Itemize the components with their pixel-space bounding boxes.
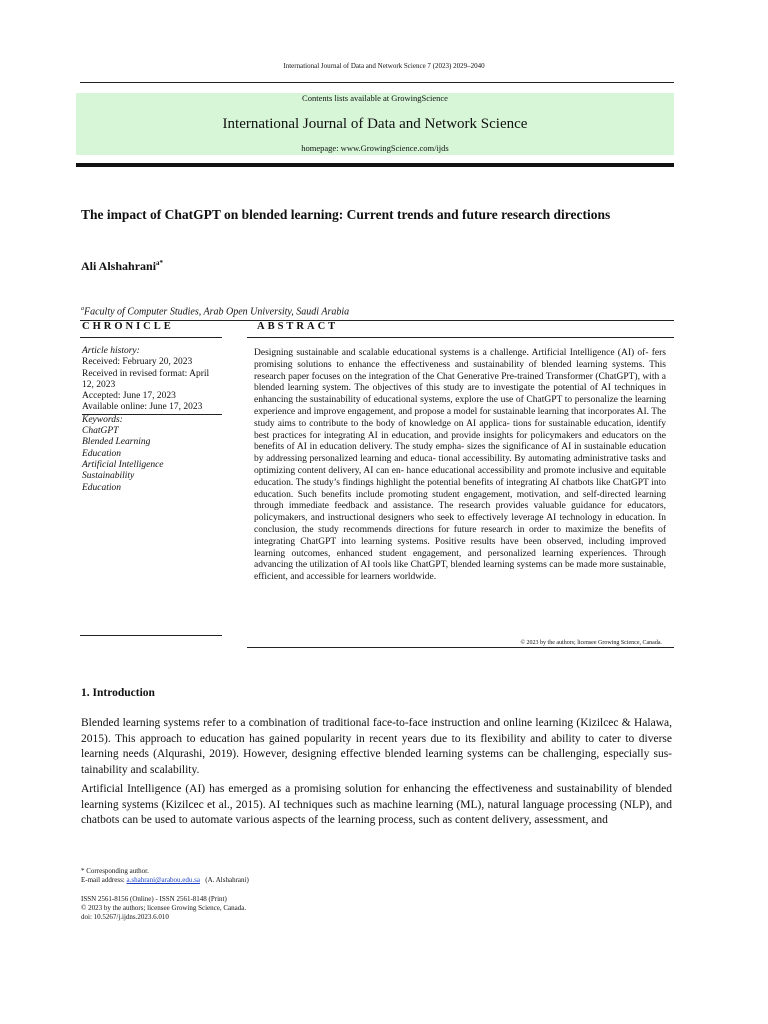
- abstract-bottom-rule: [247, 647, 674, 648]
- accepted-date: Accepted: June 17, 2023: [82, 391, 176, 402]
- journal-banner: [76, 93, 674, 155]
- footer-copyright: © 2023 by the authors; licensee Growing Science, Canada.: [81, 904, 247, 912]
- issn-line: ISSN 2561-8156 (Online) - ISSN 2561-8148 (Print): [81, 895, 227, 903]
- contents-available-text: Contents lists available at GrowingScience: [302, 93, 448, 103]
- online-date: Available online: June 17, 2023: [82, 402, 203, 413]
- email-owner: (A. Alshahrani): [205, 876, 249, 884]
- keywords-label: Keywords:: [82, 414, 123, 425]
- banner-thick-rule: [76, 163, 674, 167]
- article-title: The impact of ChatGPT on blended learning: Current trends and future research directions: [81, 207, 611, 222]
- affiliation: [81, 306, 349, 317]
- affiliation-text: Faculty of Computer Studies, Arab Open University, Saudi Arabia: [84, 306, 350, 318]
- keyword: Education: [82, 448, 122, 459]
- keyword: Blended Learning: [82, 437, 151, 448]
- abstract-body: Designing sustainable and scalable educational systems is a challenge. Artificial Intelligence (AI) of- fers promising solutions to enhance the effectiveness and sustainability of blended learning systems. This research paper focuses on the integration of the Chat Generative Pre-trained Transformer (ChatGPT), with a blended learning system. The objectives of this study are to investigate the potential of AI techniques in enhancing the sustainability of educational systems, explore the use of ChatGPT to personalize the learning experience and improve engagement, and propose a model for sustainable learning that incorporates AI. The study aims to contribute to the body of knowledge on AI applica- tions for sustainable education, identify best practices for integrating AI in education, and provide insights for policymakers and educators on the benefits of AI in education delivery. The study empha- sizes the significance of AI in sustainable education by addressing personalized learning and educa- tional accessibility. By automating administrative tasks and optimizing content delivery, AI can en- hance educational accessibility and promote inclusive and equitable education. The study’s findings highlight the potential benefits of integrating AI chatbots like ChatGPT into education. Such benefits include promoting student engagement, motivation, and self-directed learning through immediate feedback and assistance. The research provides valuable guidance for educators, policymakers, and instructional designers who seek to effectively leverage AI technology in education. In conclusion, the study recommends directions for future research in order to maximize the benefits of integrating ChatGPT into learning systems. Positive results have been observed, including improved learning outcomes, enhanced student engagement, and personalized learning experiences. Through advancing the utilization of AI tools like ChatGPT, blended learning systems can be made more sustainable, efficient, and accessible for learners worldwide.: [254, 348, 666, 583]
- running-head: International Journal of Data and Network Science 7 (2023) 2029–2040: [283, 62, 485, 70]
- keyword: Artificial Intelligence: [82, 459, 164, 470]
- intro-paragraph-2: Artificial Intelligence (AI) has emerged as a promising solution for enhancing the effectiveness and sustainability of blended learning systems (Kizilcec et al., 2015). AI techniques such as machine learning (ML), natural language processing (NLP), and chatbots can be used to automate various aspects of the learning process, such as content delivery, assessment, and: [81, 783, 672, 827]
- article-history: [82, 346, 222, 494]
- abstract-rule: [247, 337, 674, 338]
- keyword: ChatGPT: [82, 426, 119, 437]
- history-label: Article history:: [82, 346, 140, 356]
- received-date: Received: February 20, 2023: [82, 357, 193, 368]
- intro-paragraph-1: Blended learning systems refer to a combination of traditional face-to-face instruction and online learning (Kizilcec & Halawa, 2015). This approach to education has gained popularity in recent years due to its flexibility and ability to cater to diverse learning needs (Alqurashi, 2019). However, designing effective blended learning systems can be challenging, especially sus- tainability and scalability.: [81, 717, 672, 776]
- chronicle-rule: [80, 337, 222, 338]
- keyword: Sustainability: [82, 471, 135, 482]
- author-marks: a*: [156, 259, 164, 267]
- chronicle-bottom-rule: [80, 635, 222, 636]
- email-line: [81, 876, 249, 885]
- author-name: Ali Alshahrani: [81, 259, 157, 273]
- email-label: E-mail address:: [81, 876, 125, 884]
- author-line: [81, 259, 163, 274]
- journal-name: International Journal of Data and Network Science: [222, 116, 528, 132]
- email-link[interactable]: a.shahrani@arabou.edu.sa: [126, 876, 200, 884]
- revised-date: Received in revised format: April 12, 2023: [82, 368, 210, 390]
- affiliation-mark: a: [81, 306, 84, 312]
- chronicle-heading: CHRONICLE: [82, 321, 174, 332]
- abstract-heading: ABSTRACT: [257, 321, 339, 332]
- corresponding-author-note: * Corresponding author.: [81, 867, 149, 875]
- header-rule: [80, 82, 674, 83]
- introduction-heading: 1. Introduction: [81, 687, 155, 699]
- journal-homepage[interactable]: homepage: www.GrowingScience.com/ijds: [301, 143, 449, 153]
- doi-line[interactable]: doi: 10.5267/j.ijdns.2023.6.010: [81, 913, 169, 921]
- keyword: Education: [82, 482, 122, 493]
- abstract-copyright: © 2023 by the authors; licensee Growing Science, Canada.: [520, 640, 662, 646]
